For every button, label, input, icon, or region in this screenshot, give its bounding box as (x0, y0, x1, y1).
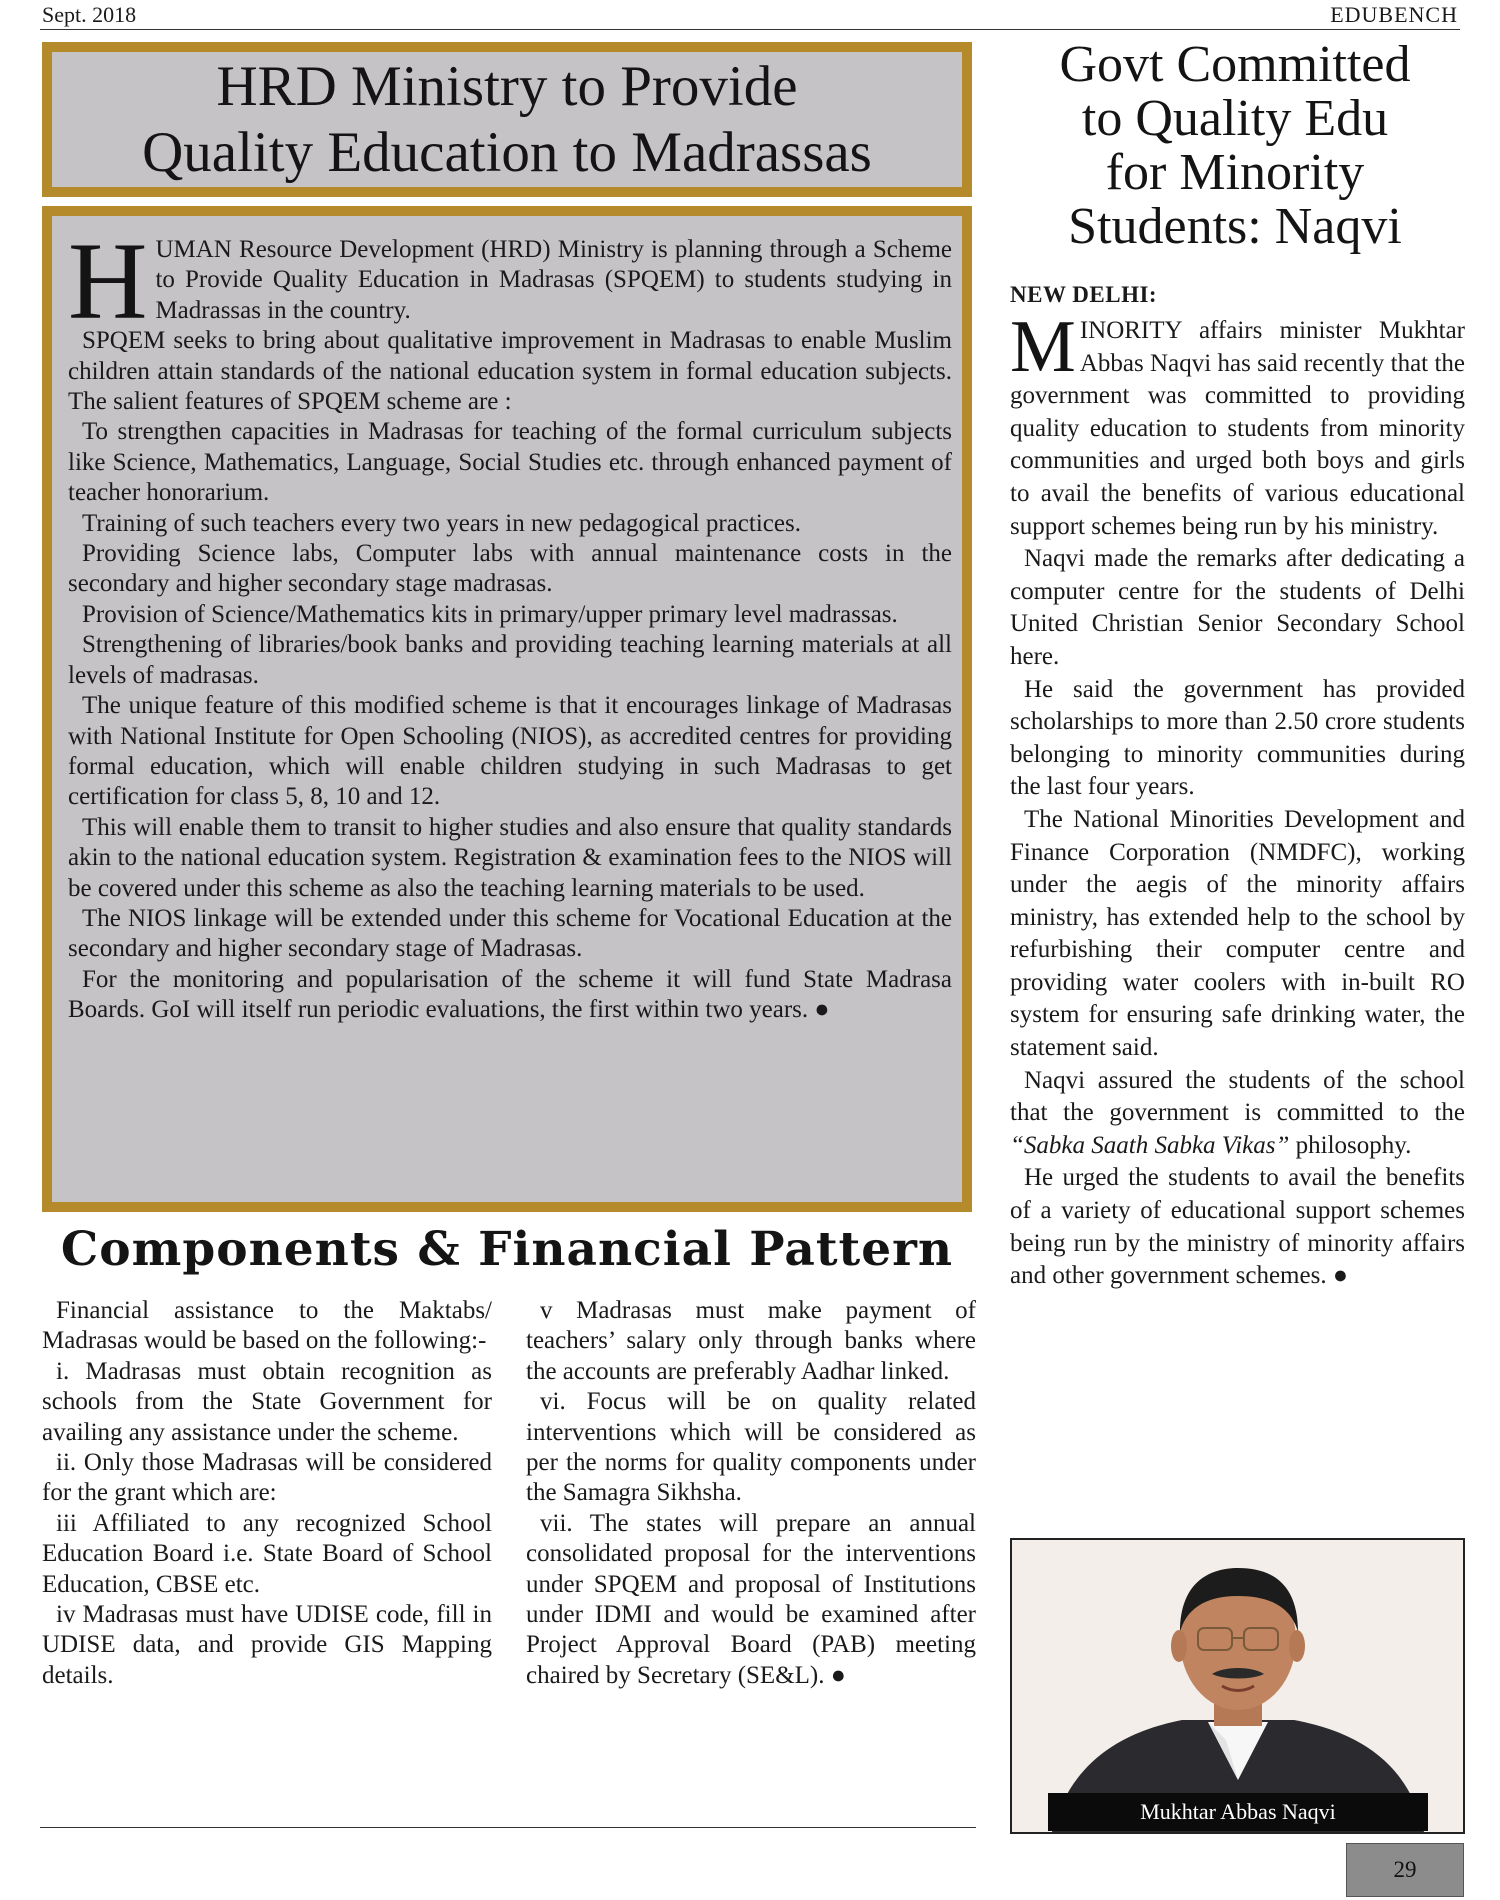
feature-title-line-1: HRD Ministry to Provide (216, 54, 798, 118)
side-paragraph: Naqvi made the remarks after dedicating a computer centre for the students of Delhi United Christian Senior Secondary School here. (1010, 545, 1465, 670)
issue-date: Sept. 2018 (42, 2, 137, 27)
portrait-illustration (1012, 1540, 1463, 1832)
components-column-2 (526, 1296, 976, 1691)
side-title-line-1: Govt Committed (1059, 36, 1411, 93)
feature-paragraph: The unique feature of this modified scheme is that it encourages linkage of Madrasas with National Institute for Open Schooling (NIOS), as accredited centres for providing formal education, which will enable children studying in such Madrasas to get certification for class 5, 8, 10 and 12. (68, 692, 952, 811)
feature-title-line-2: Quality Education to Madrassas (142, 120, 872, 184)
components-heading: Components & Financial Pattern (60, 1222, 954, 1277)
slogan-quote: “Sabka Saath Sabka Vikas” (1010, 1131, 1290, 1159)
side-paragraph: The National Minorities Development and Finance Corporation (NMDFC), working under the aegis of the minority affairs ministry, has extended help to the school by refurbishing their computer centre and providing water coolers with in-built RO system for ensuring safe drinking water, the statement said. (1010, 805, 1465, 1062)
side-title-line-3: for Minority (1105, 144, 1365, 201)
page-number: 29 (1346, 1843, 1464, 1897)
feature-paragraph: Training of such teachers every two years in new pedagogical practices. (82, 509, 801, 537)
feature-paragraph (68, 220, 952, 342)
dateline: NEW DELHI: (1010, 282, 1158, 307)
feature-paragraph: This will enable them to transit to higher studies and also ensure that quality standards akin to the national education system. Registration & examination fees to the NIOS will be covered under this scheme as also the teaching learning materials to be used. (68, 813, 952, 902)
feature-paragraph: Strengthening of libraries/book banks and providing teaching learning materials at all levels of madrasas. (68, 631, 952, 689)
feature-paragraph: Provision of Science/Mathematics kits in primary/upper primary level madrassas. (82, 600, 898, 628)
feature-title-box (42, 42, 972, 197)
feature-paragraph: Providing Science labs, Computer labs with annual maintenance costs in the secondary and higher secondary stage madrasas. (68, 540, 952, 598)
components-paragraph: v Madrasas must make payment of teachers’ salary only through banks where the accounts are preferably Aadhar linked. (526, 1297, 976, 1385)
magazine-name: EDUBENCH (1330, 2, 1458, 27)
side-paragraph: He urged the students to avail the benefits of a variety of educational support schemes being run by the ministry of minority affairs and other government schemes. ● (1010, 1164, 1465, 1290)
components-paragraph: i. Madrasas must obtain recognition as schools from the State Government for availing any assistance under the scheme. (42, 1357, 492, 1446)
components-paragraph: Financial assistance to the Maktabs/ Madrasas would be based on the following:- (42, 1297, 492, 1355)
quote-after: philosophy. (1289, 1131, 1412, 1159)
side-story-title (1005, 38, 1465, 254)
side-title-line-4: Students: Naqvi (1068, 198, 1402, 255)
components-paragraph: vi. Focus will be on quality related interventions which will be considered as per the norms for quality components under the Samagra Sikhsha. (526, 1388, 976, 1507)
components-paragraph: vii. The states will prepare an annual consolidated proposal for the interventions under SPQEM and proposal of Institutions under IDMI and would be examined after Project Approval Board (PAB) meeting chaired by Secretary (SE&L). ● (526, 1509, 976, 1689)
side-paragraph: He said the government has provided scholarships to more than 2.50 crore students belonging to minority communities during the last four years. (1010, 675, 1465, 801)
components-column-1 (42, 1296, 492, 1691)
side-paragraph (1010, 306, 1465, 543)
side-lead-text: INORITY affairs minister Mukhtar Abbas Naqvi has said recently that the government was committed to providing quality education to students from minority communities and urged both boys and girls to avail the benefits of various educational support schemes being run by his ministry. (1010, 317, 1465, 540)
feature-paragraph-text: UMAN Resource Development (HRD) Ministry is planning through a Scheme to Provide Quality Education in Madrasas (SPQEM) to students studying in Madrassas in the country. (155, 236, 952, 324)
header-rule (40, 29, 1460, 30)
drop-cap: H (68, 220, 148, 342)
side-paragraph (1010, 1065, 1465, 1163)
feature-paragraph: To strengthen capacities in Madrasas for teaching of the formal curriculum subjects like Science, Mathematics, Language, Social Studies etc. through enhanced payment of teacher honorarium. (68, 418, 952, 507)
portrait-photo (1010, 1538, 1465, 1834)
photo-caption: Mukhtar Abbas Naqvi (1048, 1793, 1428, 1831)
quote-before: Naqvi assured the students of the school that the government is committed to the (1010, 1066, 1465, 1127)
components-paragraph: iii Affiliated to any recognized School Education Board i.e. State Board of School Education, CBSE etc. (42, 1509, 492, 1598)
footer-rule (40, 1827, 976, 1828)
side-story-body (1010, 306, 1465, 1293)
components-paragraph: ii. Only those Madrasas will be considered for the grant which are: (42, 1449, 492, 1507)
feature-paragraph: For the monitoring and popularisation of the scheme it will fund State Madrasa Boards. GoI will itself run periodic evaluations, the first within two years. ● (68, 965, 952, 1024)
side-title-line-2: to Quality Edu (1081, 90, 1389, 147)
feature-body-box (42, 206, 972, 1212)
drop-cap: M (1010, 306, 1076, 388)
feature-title (142, 54, 872, 186)
components-paragraph: iv Madrasas must have UDISE code, fill in UDISE data, and provide GIS Mapping details. (42, 1601, 492, 1689)
feature-paragraph: SPQEM seeks to bring about qualitative improvement in Madrasas to enable Muslim children attain standards of the national education system in formal education subjects. The salient features of SPQEM scheme are : (68, 327, 952, 416)
feature-paragraph: The NIOS linkage will be extended under this scheme for Vocational Education at the secondary and higher secondary stage of Madrasas. (68, 904, 952, 963)
